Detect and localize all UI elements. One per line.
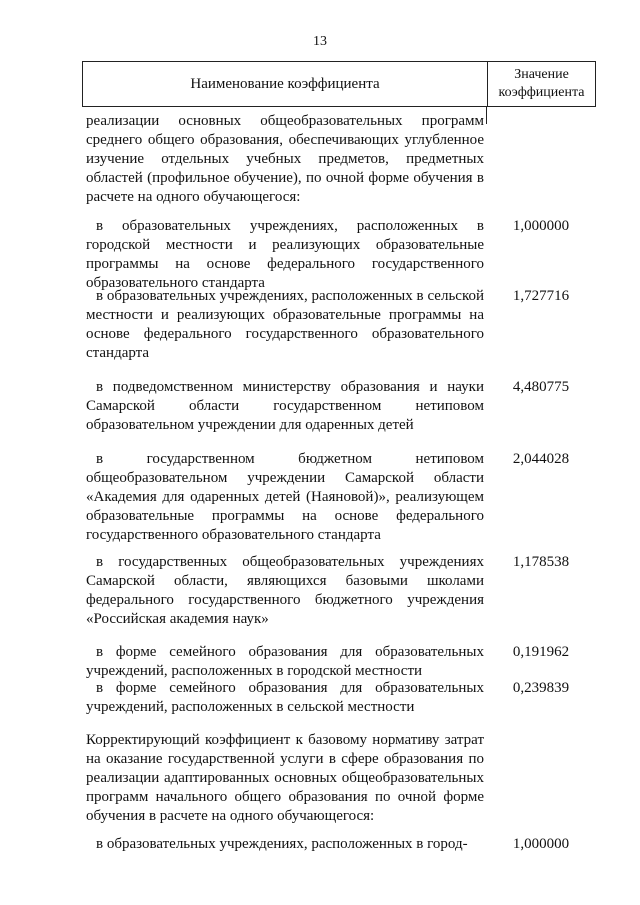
row-text-gifted-institution: в подведомственном министерству образования и науки Самарской области государственном нетиповом образовательном учреждении для одаренных детей (86, 379, 484, 433)
row-text-last: в образовательных учреждениях, расположенных в город- (96, 836, 468, 852)
row-value-base-schools: 1,178538 (512, 554, 570, 570)
row-text-base-schools: в государственных общеобразовательных учреждениях Самарской области, являющихся базовыми школами федерального государственного бюджетного учреждения «Российская академия наук» (86, 554, 484, 627)
row-value-academy: 2,044028 (512, 451, 570, 467)
row-text-family-urban: в форме семейного образования для образовательных учреждений, расположенных в городской местности (86, 644, 484, 679)
header-value-line2: коэффициента (498, 85, 585, 100)
row-value-family-rural: 0,239839 (512, 680, 570, 696)
row-text-urban: в образовательных учреждениях, расположенных в городской местности и реализующих образовательные программы на основе федерального государственного образовательного стандарта (86, 218, 484, 291)
column-divider (486, 106, 487, 124)
row-text-family-rural: в форме семейного образования для образовательных учреждений, расположенных в сельской местности (86, 680, 484, 715)
table-header (82, 61, 596, 107)
header-value-line1: Значение (514, 67, 569, 82)
header-coefficient-value (488, 66, 595, 102)
row-value-last: 1,000000 (512, 836, 570, 852)
correction-paragraph: Корректирующий коэффициент к базовому нормативу затрат на оказание государственной услуги в сфере образования по реализации адаптированных основных общеобразовательных программ начального общего образования по очной форме обучения в расчете на одного обучающегося: (86, 732, 484, 824)
row-text-rural: в образовательных учреждениях, расположенных в сельской местности и реализующих образовательные программы на основе федерального государственного образовательного стандарта (86, 288, 484, 361)
row-text-academy: в государственном бюджетном нетиповом общеобразовательном учреждении Самарской области «Академия для одаренных детей (Наяновой)», реализующем образовательные программы на основе федерального государственного образовательного стандарта (86, 451, 484, 543)
row-value-gifted-institution: 4,480775 (512, 379, 570, 395)
page-number: 13 (313, 34, 327, 49)
header-coefficient-name: Наименование коэффициента (190, 75, 380, 92)
row-value-urban: 1,000000 (512, 218, 570, 234)
row-value-rural: 1,727716 (512, 288, 570, 304)
intro-paragraph: реализации основных общеобразовательных программ среднего общего образования, обеспечивающих углубленное изучение отдельных учебных предметов, предметных областей (профильное обучение), по очной форме обучения в расчете на одного обучающегося: (86, 113, 484, 205)
row-value-family-urban: 0,191962 (512, 644, 570, 660)
